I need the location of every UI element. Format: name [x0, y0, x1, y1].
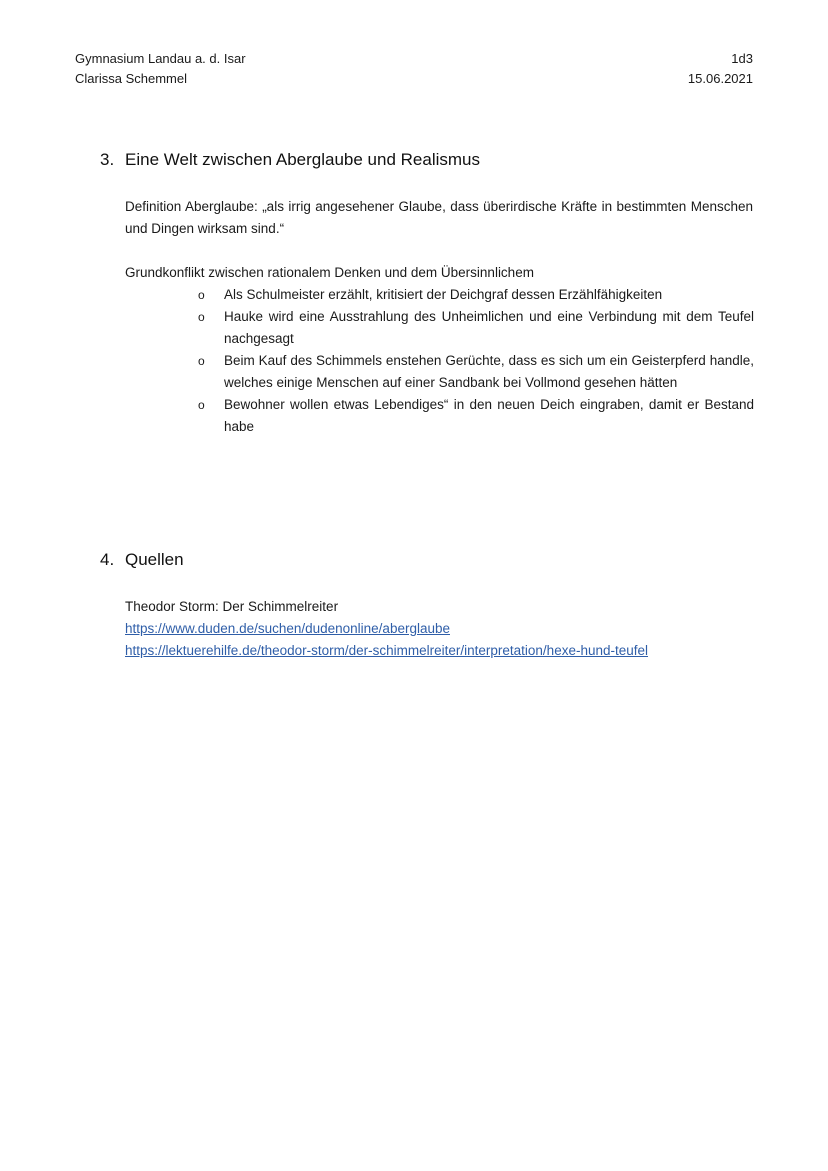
section-title: Eine Welt zwischen Aberglaube und Realismus — [125, 150, 480, 169]
source-link-lektuerehilfe[interactable]: https://lektuerehilfe.de/theodor-storm/der-schimmelreiter/interpretation/hexe-hund-teufel — [125, 643, 649, 658]
list-item-text: Als Schulmeister erzählt, kritisiert der Deichgraf dessen Erzählfähigkeiten — [224, 287, 663, 302]
page-header-right — [688, 49, 753, 89]
section-heading-quellen — [100, 548, 184, 572]
sources-list — [125, 596, 785, 662]
section-heading-aberglaube — [100, 148, 480, 172]
class-label: 1d3 — [731, 51, 753, 66]
list-item-text: Bewohner wollen etwas Lebendiges“ in den neuen Deich eingraben, damit er Bestand habe — [224, 397, 754, 434]
list-item — [198, 284, 754, 306]
source-link-duden[interactable]: https://www.duden.de/suchen/dudenonline/aberglaube — [125, 621, 450, 636]
bullet-marker: o — [198, 398, 205, 412]
author-name: Clarissa Schemmel — [75, 71, 187, 86]
definition-paragraph: Definition Aberglaube: „als irrig angesehener Glaube, dass überirdische Kräfte in bestimmten Menschen und Dingen wirksam sind.“ — [125, 199, 753, 236]
section-number: 3. — [100, 150, 115, 169]
list-item — [198, 394, 754, 438]
school-name: Gymnasium Landau a. d. Isar — [75, 51, 246, 66]
bullet-list — [198, 284, 754, 438]
bullet-marker: o — [198, 310, 205, 324]
page-header-left — [75, 49, 246, 89]
list-item — [198, 350, 754, 394]
date-label: 15.06.2021 — [687, 71, 753, 86]
bullet-marker: o — [198, 288, 205, 302]
list-item-text: Beim Kauf des Schimmels enstehen Gerüchte, dass es sich um ein Geisterpferd handle, welches einige Menschen auf einer Sandbank bei Vollmond gesehen hätten — [224, 353, 754, 390]
section-number: 4. — [100, 550, 115, 569]
list-item — [198, 306, 754, 350]
list-item-text: Hauke wird eine Ausstrahlung des Unheimlichen und eine Verbindung mit dem Teufel nachgesagt — [224, 309, 754, 346]
bullet-marker: o — [198, 354, 205, 368]
source-book: Theodor Storm: Der Schimmelreiter — [125, 599, 339, 614]
konflikt-paragraph: Grundkonflikt zwischen rationalem Denken und dem Übersinnlichem — [125, 265, 534, 280]
section-title: Quellen — [125, 550, 184, 569]
